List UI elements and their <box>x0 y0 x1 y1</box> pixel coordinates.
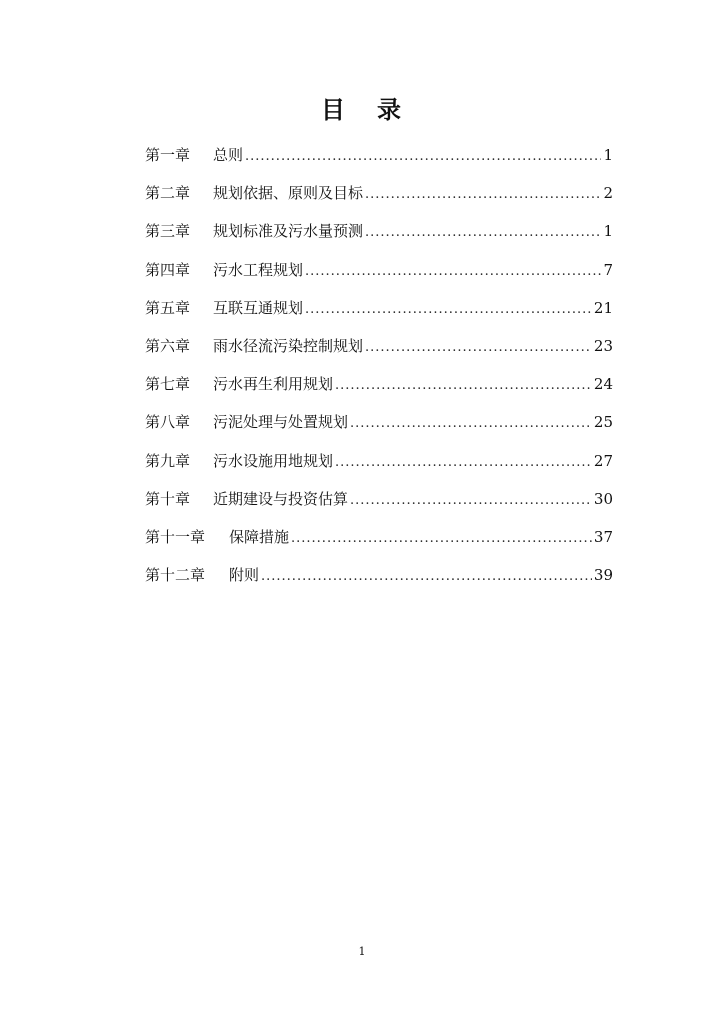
toc-entry[interactable] <box>145 562 613 600</box>
chapter-number: 第七章 <box>145 375 191 394</box>
chapter-number: 第十章 <box>145 489 191 508</box>
toc-entry[interactable] <box>145 524 613 562</box>
toc-entry[interactable] <box>145 218 613 256</box>
dot-leader <box>365 220 601 246</box>
dot-leader <box>350 411 592 437</box>
page-number: 1 <box>603 222 613 241</box>
page-number: 24 <box>593 375 613 394</box>
chapter-number: 第十一章 <box>145 527 206 546</box>
toc-entry[interactable] <box>145 448 613 486</box>
toc-title-part1: 目 <box>321 96 347 124</box>
chapter-title: 污泥处理与处置规划 <box>213 413 349 432</box>
chapter-title: 附则 <box>229 566 260 585</box>
page-number: 37 <box>593 527 613 546</box>
dot-leader <box>305 259 601 285</box>
page-number: 21 <box>593 298 613 317</box>
page-number: 2 <box>603 184 613 203</box>
page-number: 7 <box>603 260 613 279</box>
chapter-number: 第五章 <box>145 298 191 317</box>
dot-leader <box>365 182 601 208</box>
toc-title-part2: 录 <box>377 96 403 124</box>
chapter-title: 污水再生利用规划 <box>213 375 334 394</box>
dot-leader <box>245 144 601 170</box>
chapter-number: 第九章 <box>145 451 191 470</box>
toc-entry[interactable] <box>145 371 613 409</box>
page-number: 1 <box>603 146 613 164</box>
page-number: 25 <box>593 413 613 432</box>
toc-title <box>0 90 724 125</box>
chapter-title: 保障措施 <box>229 527 290 546</box>
table-of-contents <box>145 142 613 600</box>
page-number: 23 <box>593 336 613 355</box>
toc-entry[interactable] <box>145 409 613 447</box>
chapter-title: 污水工程规划 <box>213 260 304 279</box>
toc-entry[interactable] <box>145 333 613 371</box>
page-number: 30 <box>593 489 613 508</box>
chapter-title: 污水设施用地规划 <box>213 451 334 470</box>
chapter-title: 规划标准及污水量预测 <box>213 222 364 241</box>
dot-leader <box>350 488 592 514</box>
dot-leader <box>365 335 592 361</box>
toc-entry[interactable] <box>145 486 613 524</box>
toc-entry[interactable] <box>145 142 613 180</box>
toc-entry[interactable] <box>145 180 613 218</box>
chapter-number: 第四章 <box>145 260 191 279</box>
dot-leader <box>305 297 592 323</box>
chapter-title: 近期建设与投资估算 <box>213 489 349 508</box>
chapter-number: 第八章 <box>145 413 191 432</box>
chapter-title: 互联互通规划 <box>213 298 304 317</box>
chapter-title: 雨水径流污染控制规划 <box>213 336 364 355</box>
chapter-title: 总则 <box>213 146 244 164</box>
chapter-number: 第三章 <box>145 222 191 241</box>
dot-leader <box>335 450 592 476</box>
toc-entry[interactable] <box>145 295 613 333</box>
dot-leader <box>261 564 592 590</box>
toc-entry[interactable] <box>145 257 613 295</box>
chapter-number: 第六章 <box>145 336 191 355</box>
chapter-number: 第二章 <box>145 184 191 203</box>
page-number: 39 <box>593 566 613 585</box>
dot-leader <box>335 373 592 399</box>
dot-leader <box>291 526 592 552</box>
chapter-title: 规划依据、原则及目标 <box>213 184 364 203</box>
chapter-number: 第一章 <box>145 146 191 164</box>
chapter-number: 第十二章 <box>145 566 206 585</box>
page-number: 27 <box>593 451 613 470</box>
footer-page-number: 1 <box>358 945 366 958</box>
